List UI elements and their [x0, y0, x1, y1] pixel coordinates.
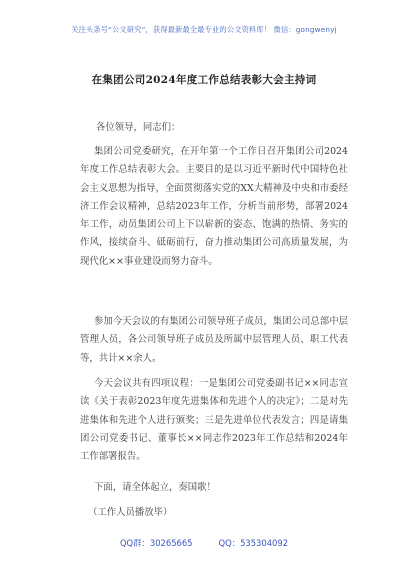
document-title: 在集团公司2024年度工作总结表彰大会主持词 [91, 74, 317, 86]
stage-note: （工作人员播放毕） [88, 507, 173, 518]
header-note: 关注头条号“公文研究”，获得最新最全最专业的公文资料库！ 微信：gongwenyj [71, 25, 337, 34]
paragraph-2: 参加今天会议的有集团公司领导班子成员，集团公司总部中层管理人员，各公司领导班子成员及所属中层管理人员、职工代表等，共计××余人。 [80, 316, 348, 364]
paragraph-3: 今天会议共有四项议程：一是集团公司党委副书记××同志宣读《关于表彰2023年度先进集体和先进个人的决定》；二是对先进集体和先进个人进行颁奖；三是先进单位代表发言；四是请集团公司党委书记、董事长××同志作2023年工作总结和2024年工作部署报告。 [80, 378, 348, 463]
salutation: 各位领导，同志们： [96, 122, 181, 133]
qq-group-number: QQ群：30265665 [119, 538, 193, 548]
footer-contact [0, 537, 408, 549]
paragraph-1: 集团公司党委研究，在开年第一个工作日召开集团公司2024年度工作总结表彰大会。主要目的是以习近平新时代中国特色社会主义思想为指导，全面贯彻落实党的XX大精神及中央和市委经济工作会议精神，总结2023年工作，分析当前形势，部署2024年工作，动员集团公司上下以崭新的姿态、饱满的热情、务实的作风，接续奋斗、砥砺前行，奋力推动集团公司高质量发展，为现代化××事业建设而努力奋斗。 [80, 146, 348, 267]
paragraph-4: 下面，请全体起立，奏国歌！ [94, 482, 216, 493]
qq-number: QQ：535304092 [218, 538, 289, 548]
